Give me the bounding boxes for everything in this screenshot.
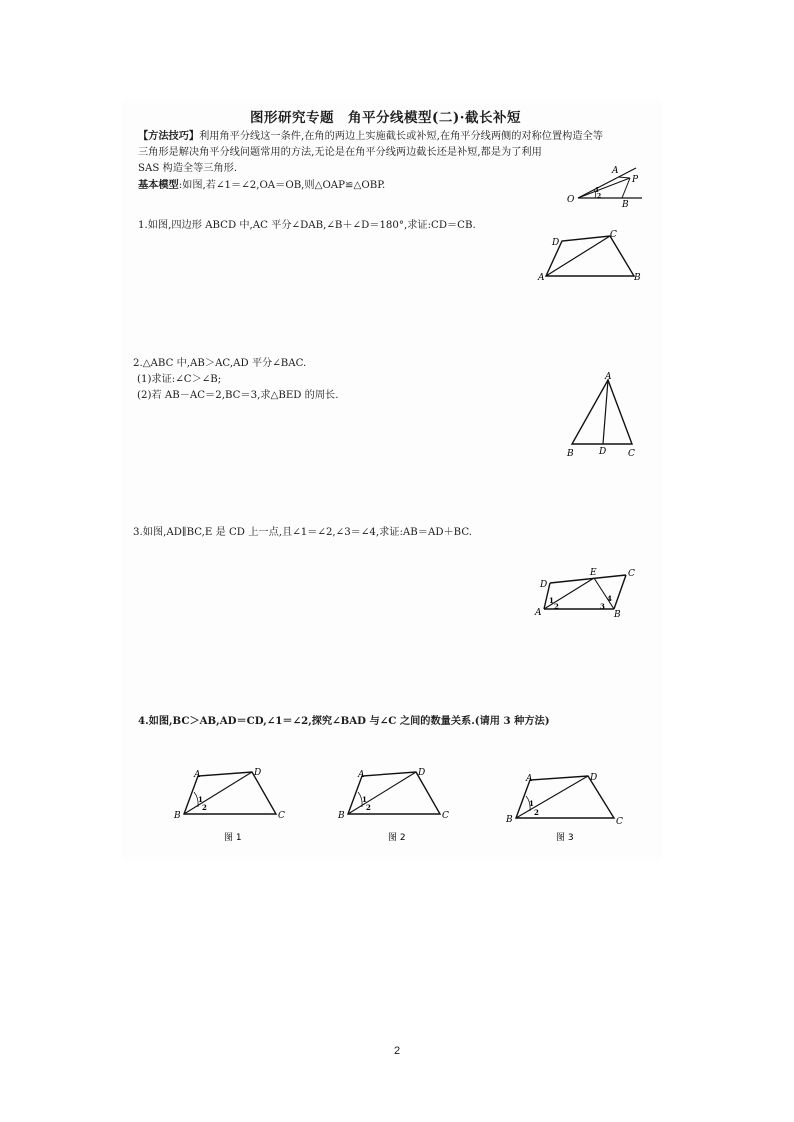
question-4: 4.如图,BC＞AB,AD＝CD,∠1＝∠2,探究∠BAD 与∠C 之间的数量关系.(请用 3 种方法) <box>138 715 550 727</box>
q1-figure <box>536 228 648 286</box>
question-2 <box>133 356 338 404</box>
label-A: A <box>526 774 533 784</box>
figure-3-caption: 图 3 <box>556 833 574 843</box>
label-D: D <box>552 238 560 248</box>
figure-2-caption: 图 2 <box>388 833 406 843</box>
label-B: B <box>506 815 513 825</box>
label-A: A <box>538 273 545 283</box>
label-B: B <box>174 811 181 821</box>
label-B: B <box>634 273 641 283</box>
label-A: A <box>358 770 365 780</box>
label-A: A <box>605 372 612 382</box>
question-2-part-1: (1)求证:∠C＞∠B; <box>137 374 222 385</box>
question-2-stem: 2.△ABC 中,AB＞AC,AD 平分∠BAC. <box>133 358 307 369</box>
label-O: O <box>567 195 575 205</box>
angle-2-label: 2 <box>597 193 602 200</box>
label-B: B <box>614 610 621 620</box>
angle-3-label: 3 <box>600 602 605 611</box>
method-line-1: 利用角平分线这一条件,在角的两边上实施截长或补短,在角平分线两侧的对称位置构造全等 <box>199 131 603 142</box>
label-A: A <box>612 166 619 176</box>
label-B: B <box>622 200 629 210</box>
label-A: A <box>194 770 201 780</box>
label-C: C <box>610 230 617 240</box>
q4-figure-1 <box>172 762 292 844</box>
label-D: D <box>254 768 262 778</box>
label-P: P <box>632 175 639 185</box>
basic-model-figure <box>566 160 646 210</box>
angle-2-label: 2 <box>534 808 539 817</box>
label-D: D <box>590 773 598 783</box>
q4-figure-3 <box>504 768 628 850</box>
angle-1-label: 1 <box>362 795 367 804</box>
label-A: A <box>535 608 542 618</box>
label-C: C <box>628 569 635 579</box>
label-D: D <box>599 447 607 457</box>
angle-1-label: 1 <box>529 799 534 808</box>
q4-figure-2 <box>336 762 456 844</box>
angle-1-label: 1 <box>595 187 600 194</box>
page-title: 图形研究专题 角平分线模型(二)·截长补短 <box>250 110 521 126</box>
method-line-3: SAS 构造全等三角形. <box>138 163 238 174</box>
page-number: 2 <box>393 1045 401 1057</box>
angle-1-label: 1 <box>549 596 554 605</box>
question-3: 3.如图,AD∥BC,E 是 CD 上一点,且∠1＝∠2,∠3＝∠4,求证:AB＝AD＋BC. <box>133 527 473 538</box>
label-D: D <box>418 768 426 778</box>
basic-model-tag: 基本模型 <box>138 179 179 191</box>
figure-1-caption: 图 1 <box>224 833 242 843</box>
question-2-part-2: (2)若 AB－AC＝2,BC＝3,求△BED 的周长. <box>137 390 339 401</box>
label-D: D <box>540 580 548 590</box>
scanned-area <box>122 100 662 860</box>
angle-4-label: 4 <box>607 594 612 603</box>
label-C: C <box>628 449 635 459</box>
q3-figure <box>534 565 644 620</box>
angle-2-label: 2 <box>366 803 371 812</box>
angle-2-label: 2 <box>554 602 559 611</box>
basic-model <box>138 177 385 194</box>
label-C: C <box>278 811 285 821</box>
label-B: B <box>567 449 574 459</box>
label-E: E <box>590 568 597 578</box>
method-line-2: 三角形是解决角平分线问题常用的方法,无论是在角平分线两边截长还是补短,都是为了利用 <box>138 147 542 158</box>
label-B: B <box>338 811 345 821</box>
method-tag: 【方法技巧】 <box>138 130 200 142</box>
angle-1-label: 1 <box>198 795 203 804</box>
q2-figure <box>562 370 642 458</box>
question-1: 1.如图,四边形 ABCD 中,AC 平分∠DAB,∠B＋∠D＝180°,求证:CD＝CB. <box>138 220 476 231</box>
basic-model-text: :如图,若∠1＝∠2,OA＝OB,则△OAP≌△OBP. <box>178 180 386 191</box>
label-C: C <box>442 811 449 821</box>
label-C: C <box>616 817 623 827</box>
angle-2-label: 2 <box>202 803 207 812</box>
